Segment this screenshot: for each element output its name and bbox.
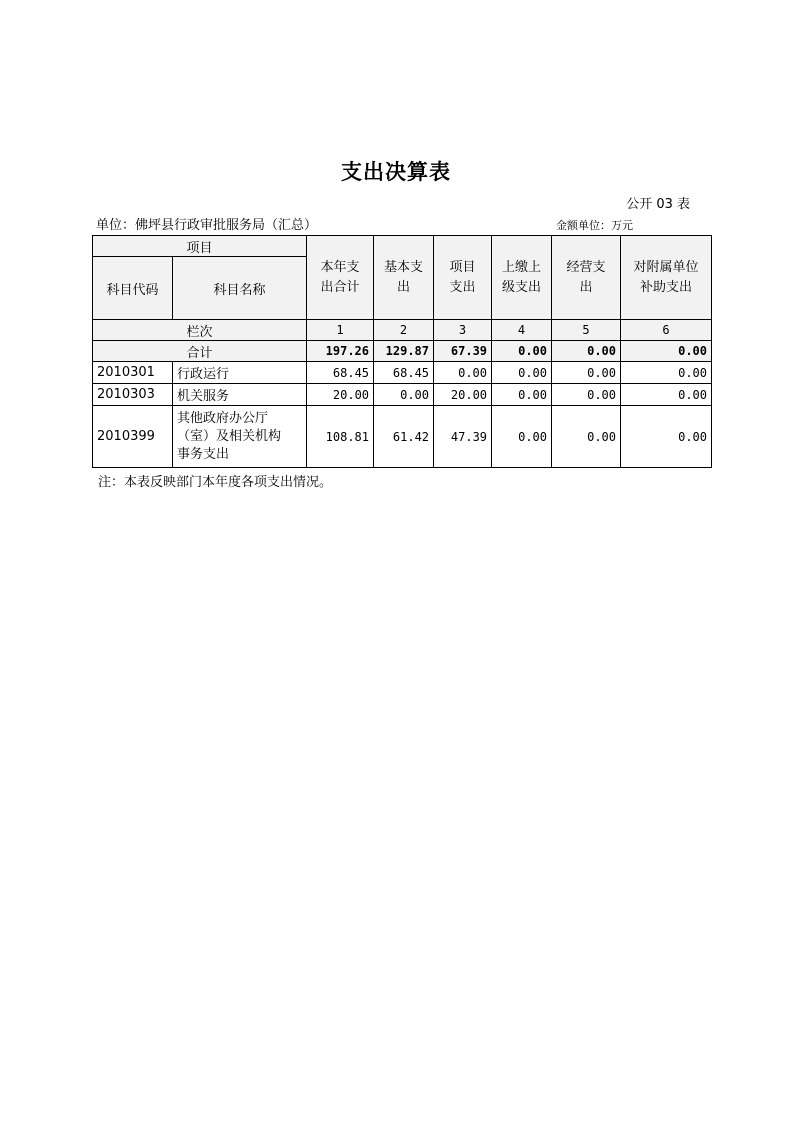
total-value: 0.00: [552, 341, 621, 362]
column-header-total: [307, 236, 374, 320]
column-header-line: 经营支: [566, 259, 606, 275]
amount-cell: 20.00: [307, 384, 374, 406]
item-header: 项目: [93, 236, 307, 257]
column-number: 4: [492, 320, 552, 341]
amount-cell: 0.00: [552, 406, 621, 468]
header-row: [93, 236, 712, 257]
column-header-line: 上缴上: [502, 259, 542, 275]
page-title: 支出决算表: [341, 159, 451, 184]
amount-cell: 0.00: [492, 406, 552, 468]
amount-cell: 0.00: [374, 384, 434, 406]
column-header-line: 本年支: [320, 259, 360, 275]
column-header-basic: [374, 236, 434, 320]
column-header-line: 基本支: [384, 259, 424, 275]
amount-cell: 20.00: [434, 384, 492, 406]
amount-cell: 47.39: [434, 406, 492, 468]
amount-cell: 0.00: [621, 362, 712, 384]
amount-cell: 61.42: [374, 406, 434, 468]
column-header-line: 级支出: [502, 279, 542, 295]
column-header-line: 项目: [449, 259, 476, 275]
subject-name-line: 其他政府办公厅: [177, 410, 269, 426]
unit-label: 单位：佛坪县行政审批服务局（汇总）: [96, 218, 318, 233]
column-header-project: [434, 236, 492, 320]
amount-cell: 68.45: [307, 362, 374, 384]
amount-cell: 108.81: [307, 406, 374, 468]
amount-cell: 0.00: [492, 362, 552, 384]
column-header-line: 出合计: [320, 279, 360, 295]
amount-cell: 0.00: [621, 406, 712, 468]
total-value: 197.26: [307, 341, 374, 362]
subject-name-line: 事务支出: [177, 446, 230, 462]
column-header-line: 补助支出: [640, 279, 693, 295]
total-label: 合计: [93, 341, 307, 362]
column-header-subsidy: [621, 236, 712, 320]
column-header-operating: [552, 236, 621, 320]
table-row: [93, 406, 712, 468]
total-value: 67.39: [434, 341, 492, 362]
total-value: 129.87: [374, 341, 434, 362]
column-number: 1: [307, 320, 374, 341]
subject-name-header: 科目名称: [173, 257, 307, 320]
column-header-remit: [492, 236, 552, 320]
total-row: [93, 341, 712, 362]
column-header-line: 支出: [449, 279, 476, 295]
amount-unit-label: 金额单位：万元: [556, 219, 633, 232]
amount-cell: 0.00: [552, 362, 621, 384]
table-number: 公开 03 表: [626, 197, 690, 212]
column-header-line: 出: [397, 279, 411, 295]
subject-code: 2010301: [93, 362, 173, 384]
column-number: 5: [552, 320, 621, 341]
subject-name-line: （室）及相关机构: [177, 428, 282, 444]
column-number-row: [93, 320, 712, 341]
subject-code: 2010303: [93, 384, 173, 406]
subject-name: 机关服务: [173, 384, 307, 406]
total-value: 0.00: [492, 341, 552, 362]
subject-code: 2010399: [93, 406, 173, 468]
expenditure-table: [92, 235, 712, 468]
column-number: 2: [374, 320, 434, 341]
column-header-line: 对附属单位: [633, 259, 699, 275]
amount-cell: 0.00: [434, 362, 492, 384]
subject-name: 行政运行: [173, 362, 307, 384]
column-number-label: 栏次: [93, 320, 307, 341]
column-number: 6: [621, 320, 712, 341]
amount-cell: 0.00: [621, 384, 712, 406]
amount-cell: 0.00: [492, 384, 552, 406]
amount-cell: 0.00: [552, 384, 621, 406]
amount-cell: 68.45: [374, 362, 434, 384]
subject-code-header: 科目代码: [93, 257, 173, 320]
table-row: [93, 362, 712, 384]
table-row: [93, 384, 712, 406]
table-note: 注：本表反映部门本年度各项支出情况。: [98, 475, 333, 490]
column-header-line: 出: [579, 279, 593, 295]
subject-name: [173, 406, 307, 468]
column-number: 3: [434, 320, 492, 341]
total-value: 0.00: [621, 341, 712, 362]
